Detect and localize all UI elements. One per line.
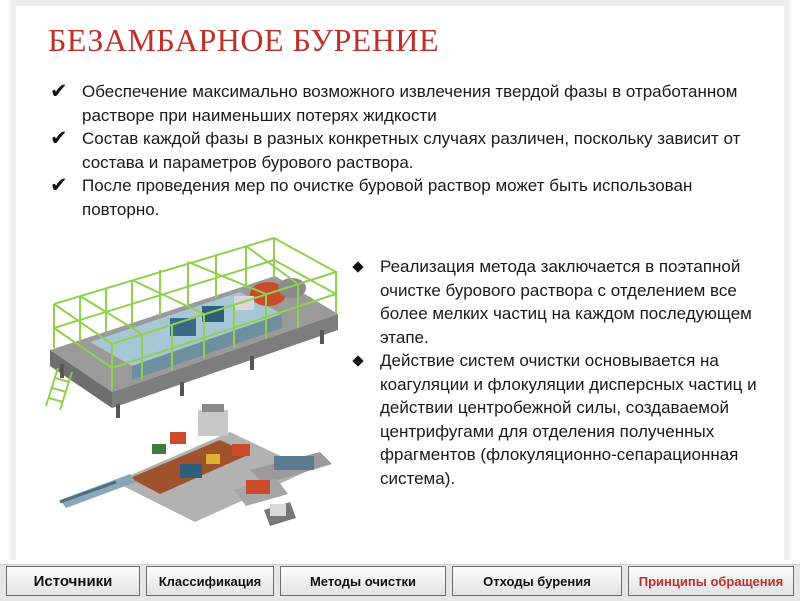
check-list-text: Обеспечение максимально возможного извлечения твердой фазы в отработанном растворе при наименьших потерях жидкости <box>82 82 738 125</box>
bullet-list-item <box>352 349 782 490</box>
check-list-item <box>48 80 748 127</box>
check-list-text: После проведения мер по очистке буровой раствор может быть использован повторно. <box>82 176 693 219</box>
bullet-list-item <box>352 255 782 349</box>
bullet-text: Реализация метода заключается в поэтапной очистке бурового раствора с отделением все более мелких частиц на каждом последующем этапе. <box>380 257 752 347</box>
checkmark-icon: ✔ <box>50 173 68 197</box>
nav-button-cleaning-methods[interactable]: Методы очистки <box>280 566 446 596</box>
slide-frame-top <box>10 0 790 6</box>
diamond-bullet-icon <box>352 355 363 366</box>
check-list-item <box>48 174 748 221</box>
nav-button-handling-principles[interactable]: Принципы обращения <box>628 566 794 596</box>
lower-unit-illustration <box>60 404 332 526</box>
slide-title: БЕЗАМБАРНОЕ БУРЕНИЕ <box>48 22 440 58</box>
upper-unit-illustration <box>46 238 338 418</box>
check-list <box>48 80 748 221</box>
slide-frame-left <box>10 0 16 560</box>
bullet-text: Действие систем очистки основывается на коагуляции и флокуляции дисперсных частиц и действии центробежной силы, создаваемой центрифугами для отделения полученных фрагментов (флокуляционно-сепарационная система). <box>380 351 757 488</box>
checkmark-icon: ✔ <box>50 126 68 150</box>
check-list-item <box>48 127 748 174</box>
diamond-bullet-icon <box>352 261 363 272</box>
nav-button-drilling-waste[interactable]: Отходы бурения <box>452 566 622 596</box>
drilling-rig-illustration <box>20 232 350 532</box>
nav-button-sources[interactable]: Источники <box>6 566 140 596</box>
nav-button-classification[interactable]: Классификация <box>146 566 274 596</box>
checkmark-icon: ✔ <box>50 79 68 103</box>
bullet-list <box>352 255 782 490</box>
slide-frame-right <box>784 0 790 560</box>
check-list-text: Состав каждой фазы в разных конкретных случаях различен, поскольку зависит от состава и параметров бурового раствора. <box>82 129 741 172</box>
